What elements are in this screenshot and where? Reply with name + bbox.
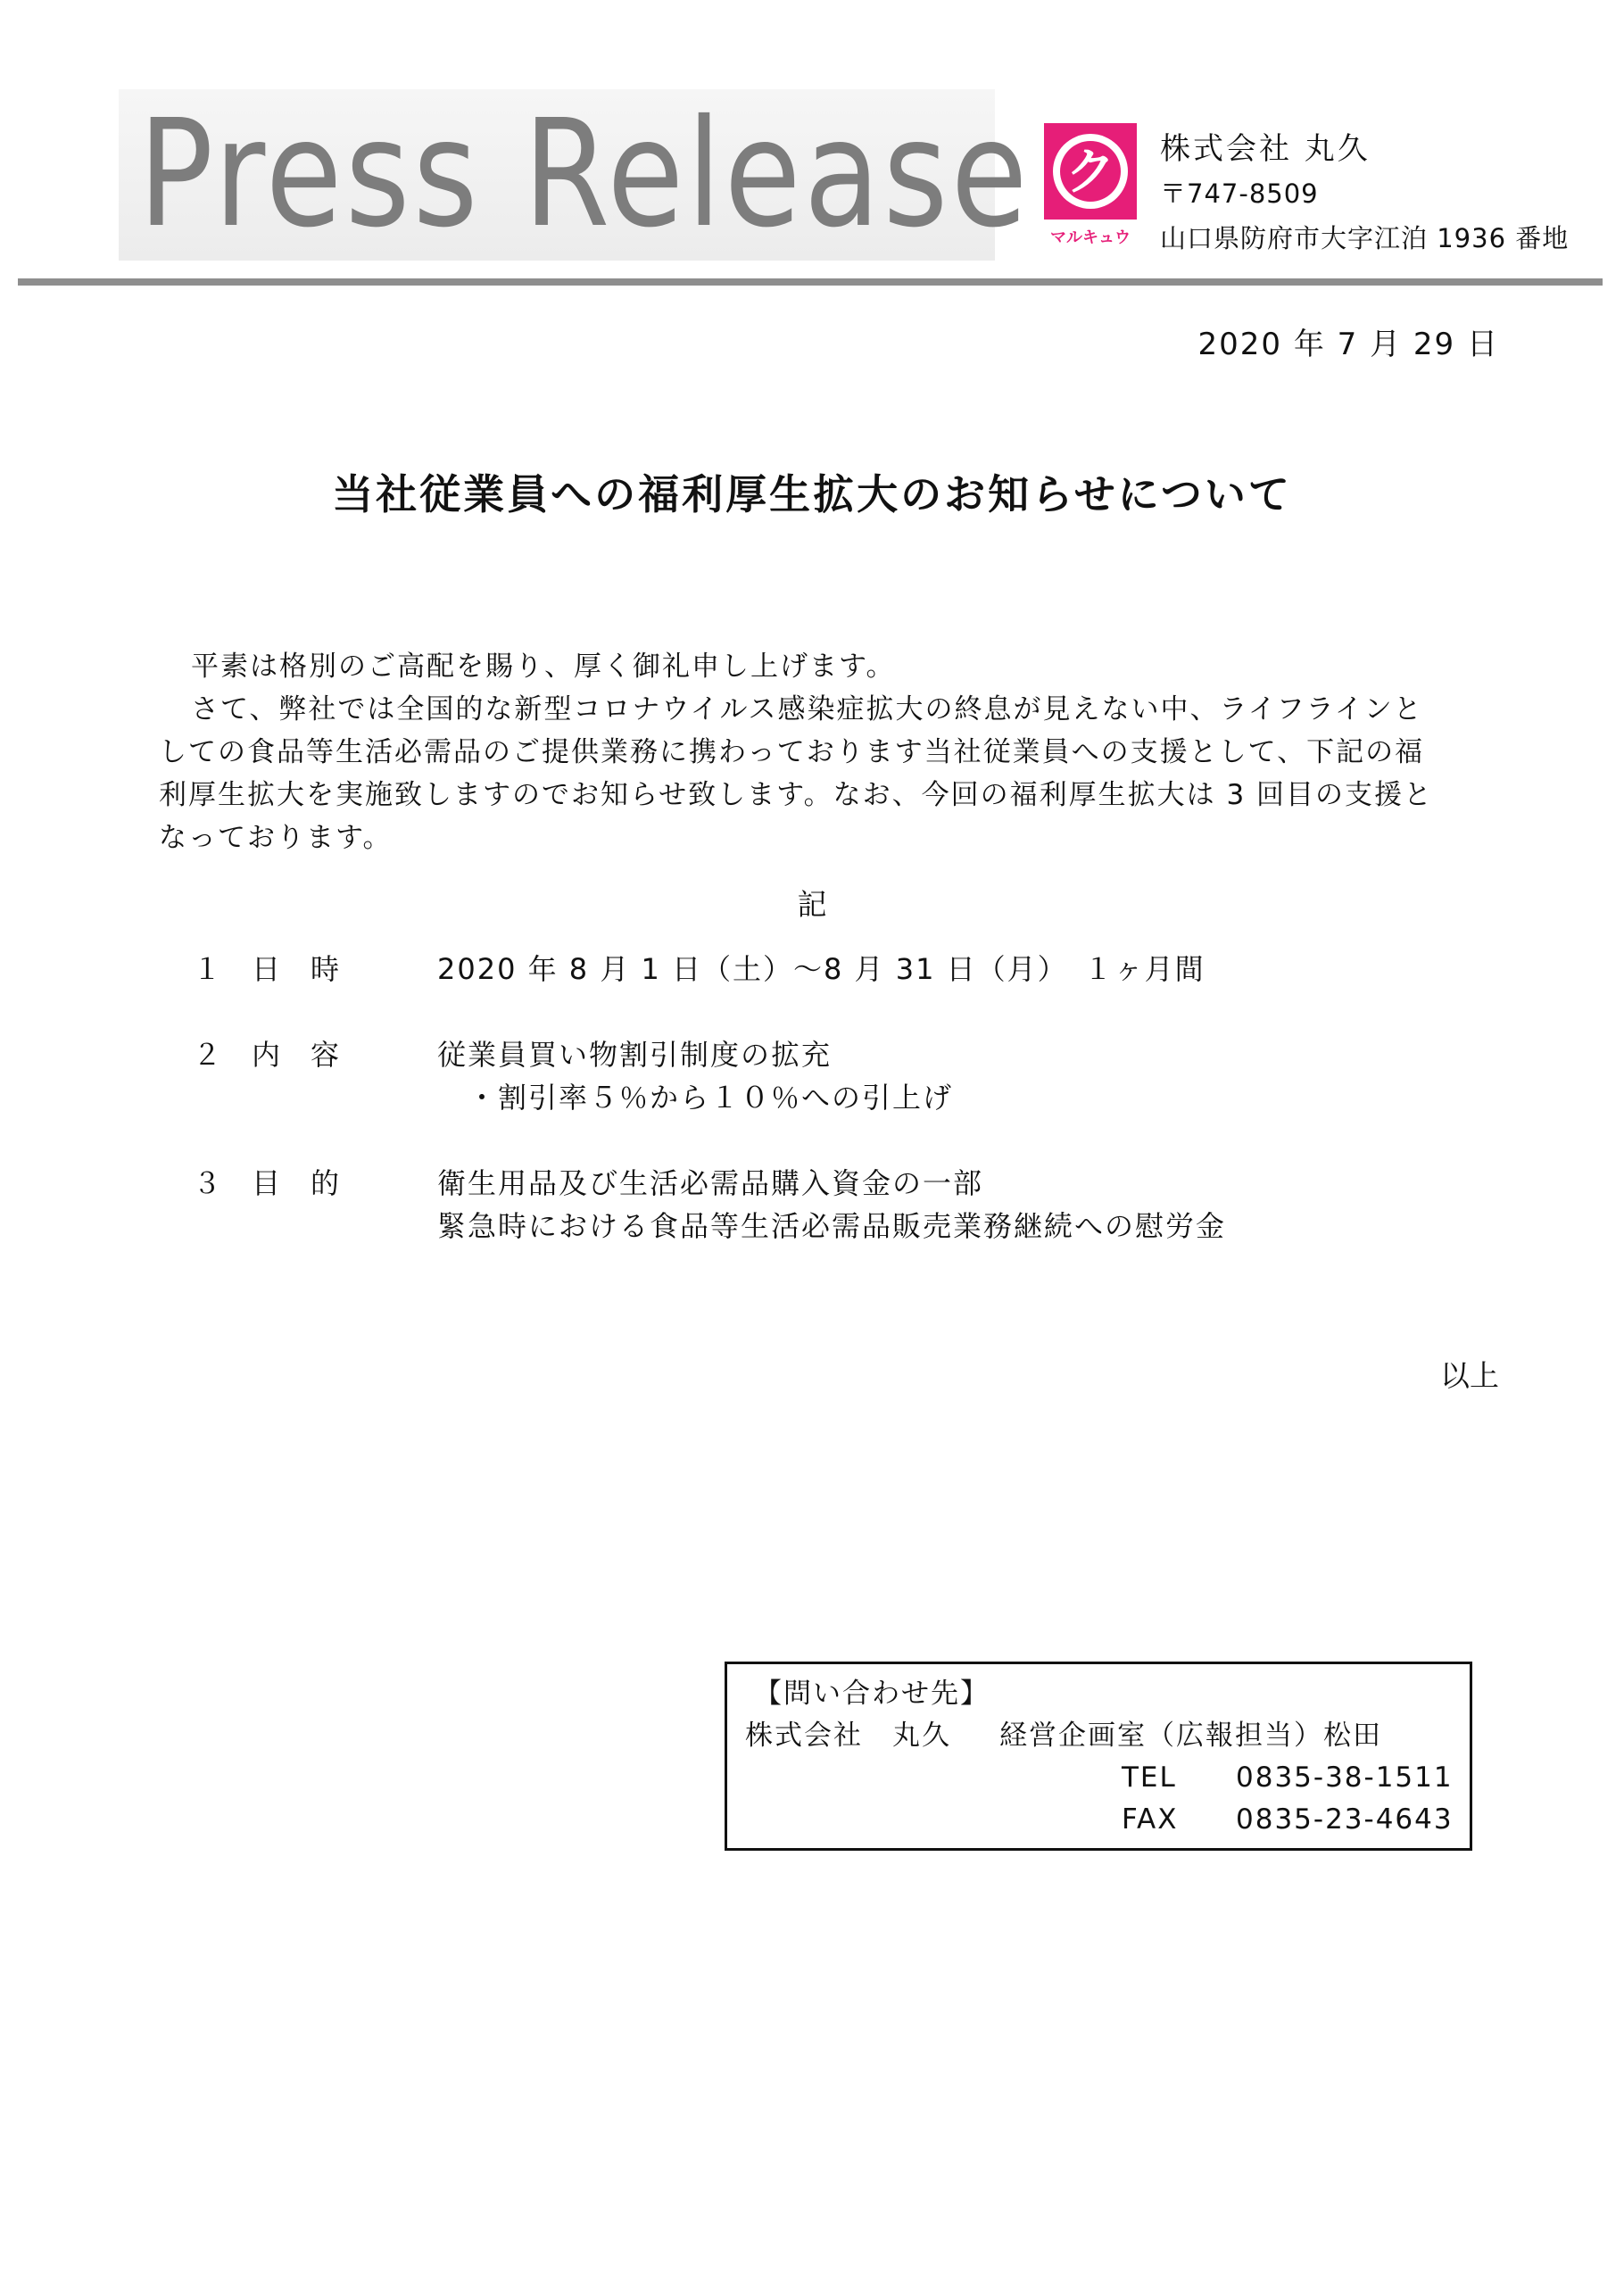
- item-value-line: 従業員買い物割引制度の拡充: [437, 1038, 833, 1072]
- body-paragraph-2-line-4: なっております。: [159, 822, 393, 854]
- body-text: [159, 645, 1497, 859]
- press-release-banner: [119, 88, 1031, 261]
- body-paragraph-1: 平素は格別のご高配を賜り、厚く御礼申し上げます。: [191, 651, 896, 683]
- item-value: 2020 年 8 月 1 日（土）～8 月 31 日（月） １ヶ月間: [437, 952, 1206, 986]
- item-label: 目的: [252, 1166, 370, 1200]
- contact-heading: 【問い合わせ先】: [754, 1678, 990, 1710]
- contact-org: 株式会社 丸久: [745, 1720, 951, 1752]
- item-label: 内容: [252, 1038, 370, 1072]
- contact-box: [725, 1662, 1472, 1851]
- marukyu-logo-icon: [1042, 121, 1139, 249]
- ki-heading: 記: [797, 887, 827, 922]
- banner-title: Press Release: [138, 88, 1031, 261]
- contact-tel-label: TEL: [1122, 1761, 1177, 1794]
- body-paragraph-2-line-1: さて、弊社では全国的な新型コロナウイルス感染症拡大の終息が見えない中、ライフラインと: [191, 693, 1423, 725]
- contact-dept: 経営企画室（広報担当）松田: [999, 1720, 1382, 1752]
- logo-symbol: ク: [1065, 144, 1115, 202]
- item-value: [437, 1033, 953, 1119]
- item-value: [437, 1162, 1226, 1247]
- document-title: 当社従業員への福利厚生拡大のお知らせについて: [332, 470, 1292, 518]
- item-value-line: 緊急時における食品等生活必需品販売業務継続への慰労金: [437, 1209, 1227, 1243]
- item-label: 日時: [252, 952, 370, 986]
- contact-fax: 0835-23-4643: [1236, 1803, 1454, 1836]
- company-info: [1160, 127, 1606, 261]
- contact-tel: 0835-38-1511: [1236, 1761, 1454, 1794]
- item-value-line: ・割引率５％から１０％への引上げ: [437, 1081, 954, 1115]
- item-number: ３: [193, 1166, 222, 1200]
- logo-caption: マルキュウ: [1050, 228, 1131, 247]
- item-number: ２: [193, 1038, 222, 1072]
- company-address: 山口県防府市大字江泊 1936 番地: [1160, 223, 1570, 253]
- contact-fax-label: FAX: [1122, 1803, 1179, 1836]
- header-divider: [18, 278, 1603, 286]
- release-date: 2020 年 7 月 29 日: [1197, 327, 1499, 362]
- body-paragraph-2-line-3: 利厚生拡大を実施致しますのでお知らせ致します。なお、今回の福利厚生拡大は 3 回目の支援と: [159, 779, 1434, 811]
- closing-mark: 以上: [1440, 1358, 1499, 1393]
- item-value-line: 衛生用品及び生活必需品購入資金の一部: [437, 1166, 984, 1200]
- company-postal: 〒747-8509: [1160, 178, 1319, 209]
- item-number: １: [193, 952, 222, 986]
- company-name: 株式会社 丸久: [1160, 131, 1371, 167]
- body-paragraph-2-line-2: しての食品等生活必需品のご提供業務に携わっております当社従業員への支援として、下記の福: [159, 736, 1425, 768]
